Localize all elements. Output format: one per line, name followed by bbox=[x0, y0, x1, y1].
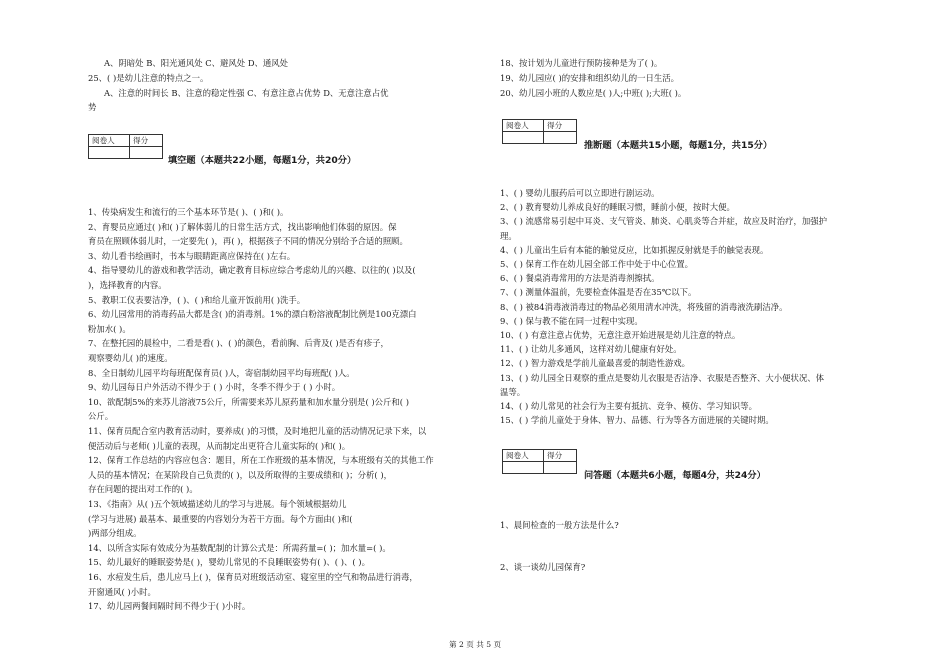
judgement-line: 14、( ) 幼儿常见的社会行为主要有抵抗、竞争、模仿、学习知识等。 bbox=[500, 401, 758, 411]
question-line: 1、传染病发生和流行的三个基本环节是( )、( )和( )。 bbox=[88, 207, 289, 217]
question-line: 12、保育工作总结的内容应包含：题目，所在工作班级的基本情况，与本班级有关的其他工作 bbox=[88, 455, 434, 466]
qa-question-1: 1、晨间检查的一般方法是什么? bbox=[500, 520, 619, 530]
question-19: 19、幼儿园应( )的安排和组织幼儿的一日生活。 bbox=[500, 73, 679, 83]
question-line: )两部分组成。 bbox=[88, 528, 142, 539]
question-25-options: A、注意的时间长 B、注意的稳定性强 C、有意注意占优势 D、无意注意占优 bbox=[104, 88, 389, 98]
question-line: 9、幼儿园每日户外活动不得少于 ( ) 小时，冬季不得少于 ( ) 小时。 bbox=[88, 382, 341, 393]
judgement-line: 9、( ) 保与教不能在同一过程中实现。 bbox=[500, 315, 643, 326]
grader-cell bbox=[503, 132, 544, 144]
question-line: 17、幼儿园两餐间隔时间不得少于( )小时。 bbox=[88, 601, 251, 612]
question-25: 25、( )是幼儿注意的特点之一。 bbox=[88, 73, 209, 83]
score-label: 得分 bbox=[130, 135, 163, 147]
judgement-section-title: 推断题（本题共15小题，每题1分，共15分） bbox=[584, 140, 773, 151]
question-line: 存在问题的提出对工作的( )。 bbox=[88, 484, 198, 495]
judgement-line: 15、( ) 学前儿童处于身体、智力、品德、行为等各方面进展的关键时期。 bbox=[500, 415, 774, 426]
judgement-line: 1、( ) 婴幼儿服药后可以立即进行剧运动。 bbox=[500, 188, 660, 198]
question-line: 开窗通风( )小时。 bbox=[88, 586, 156, 597]
judgement-line: 8、( ) 被84消毒液消毒过的物品必须用清水冲洗，将残留的消毒液洗刷洁净。 bbox=[500, 301, 788, 312]
judgement-line: 2、( ) 教育婴幼儿养成良好的睡眠习惯，睡前小便，按时大便。 bbox=[500, 202, 735, 213]
question-25-options-wrap: 势 bbox=[88, 102, 97, 112]
question-line: 8、全日制幼儿园平均每班配保育员( )人，寄宿制幼园平均每班配( )人。 bbox=[88, 367, 355, 378]
grader-score-box-judgement bbox=[502, 119, 577, 144]
question-line: 人员的基本情况；在某阶段自己负责的( )，以及所取得的主要成绩和( )；分析( )， bbox=[88, 469, 392, 480]
question-line: 10、欲配制5%的来苏儿溶液75公斤，所需要来苏儿原药量和加水量分别是( )公斤和( ) bbox=[88, 396, 409, 407]
question-line: 3、幼儿看书绘画时，书本与眼睛距离应保持在( )左右。 bbox=[88, 250, 296, 261]
grader-score-box-qa bbox=[502, 449, 577, 474]
judgement-line: 7、( ) 测量体温前，先要检查体温是否在35℃以下。 bbox=[500, 287, 697, 298]
judgement-line: 10、( ) 有意注意占优势，无意注意开始进展是幼儿注意的特点。 bbox=[500, 330, 741, 340]
question-line: 7、在整托园的晨检中，二看是看( )、( )的颜色，看前胸、后背及( )是否有疹子， bbox=[88, 338, 389, 349]
question-line: 16、水痘发生后，患儿应马上( )，保育员对班级活动室、寝室里的空气和物品进行消毒， bbox=[88, 572, 418, 582]
question-line: 6、幼儿园常用的消毒药品大都是含( )的消毒剂。1%的漂白粉溶液配制比例是100克漂白 bbox=[88, 309, 417, 320]
question-18: 18、按计划为儿童进行预防接种是为了( )。 bbox=[500, 58, 663, 68]
question-line: 观察婴幼儿( )的速度。 bbox=[88, 353, 173, 363]
score-cell bbox=[544, 132, 577, 144]
question-line: 14、以所含实际有效成分为基数配制的计算公式是：所需药量=( )；加水量=( )。 bbox=[88, 542, 391, 553]
judgement-line: 理。 bbox=[500, 230, 517, 241]
question-line: 育员在照顾体弱儿时，一定要先( )，再( )，根据孩子不同的情况分别给予合适的照顾。 bbox=[88, 236, 408, 247]
judgement-line: 12、( ) 智力游戏是学前儿童最喜爱的制造性游戏。 bbox=[500, 358, 691, 369]
score-cell bbox=[544, 462, 577, 474]
grader-label: 阅卷人 bbox=[503, 450, 544, 462]
judgement-line: 3、( ) 流感常易引起中耳炎、支气管炎、肺炎、心肌炎等合并症，故应及时治疗，加强护 bbox=[500, 216, 828, 227]
judgement-line: 4、( ) 儿童出生后有本能的触觉反应，比如抓握反射就是手的触觉表现。 bbox=[500, 244, 769, 255]
question-line: )，选择教育的内容。 bbox=[88, 280, 167, 290]
grader-label: 阅卷人 bbox=[503, 120, 544, 132]
question-line: 粉加水( )。 bbox=[88, 323, 131, 334]
score-label: 得分 bbox=[544, 120, 577, 132]
grader-cell bbox=[89, 147, 130, 159]
question-line: 2、育婴员应通过( )和( )了解体弱儿的日常生活方式，找出影响他们体弱的原因。保 bbox=[88, 221, 397, 232]
question-line: 4、指导婴幼儿的游戏和教学活动，确定教育目标应综合考虑幼儿的兴趣、以往的( )以及( bbox=[88, 265, 416, 276]
judgement-line: 11、( ) 让幼儿多通风，这样对幼儿健康有好处。 bbox=[500, 344, 682, 355]
score-cell bbox=[130, 147, 163, 159]
question-line: 15、幼儿最好的睡眠姿势是( )，婴幼儿常见的不良睡眠姿势有( )、( )、( )。 bbox=[88, 557, 370, 568]
question-line: 便活动后与老师( )儿童的表现，从而制定出更符合儿童实际的( )和( )。 bbox=[88, 440, 351, 451]
grader-label: 阅卷人 bbox=[89, 135, 130, 147]
judgement-line: 温等。 bbox=[500, 386, 526, 397]
qa-section-title: 问答题（本题共6小题，每题4分，共24分） bbox=[584, 470, 766, 481]
question-20: 20、幼儿园小班的人数应是( )人;中班( );大班( )。 bbox=[500, 88, 687, 98]
score-label: 得分 bbox=[544, 450, 577, 462]
question-line: 公斤。 bbox=[88, 411, 114, 422]
question-line: 5、教职工仪表要洁净，( )、( )和给儿童开饭前用( )洗手。 bbox=[88, 294, 306, 305]
judgement-line: 13、( ) 幼儿园全日观察的重点是婴幼儿衣服是否洁净、衣服是否整齐、大小便状况、体 bbox=[500, 372, 825, 383]
question-line: 13、《指南》从( )五个领域描述幼儿的学习与进展。每个领域根据幼儿 bbox=[88, 499, 347, 509]
question-line: 11、保育员配合室内教育活动时，要养成( )的习惯，及时地把儿童的活动情况记录下来，以 bbox=[88, 426, 427, 436]
judgement-line: 5、( ) 保育工作在幼儿园全部工作中处于中心位置。 bbox=[500, 259, 694, 269]
grader-score-box bbox=[88, 134, 163, 159]
question-24-options: A、阴暗处 B、阳光通风处 C、避风处 D、通风处 bbox=[104, 58, 289, 68]
judgement-line: 6、( ) 餐桌消毒常用的方法是消毒剂擦拭。 bbox=[500, 273, 660, 284]
grader-cell bbox=[503, 462, 544, 474]
question-line: (学习与进展) 最基本、最重要的内容划分为若干方面。每个方面由( )和( bbox=[88, 513, 353, 524]
fill-blank-section-title: 填空题（本题共22小题，每题1分，共20分） bbox=[168, 155, 357, 166]
page-number-footer: 第 2 页 共 5 页 bbox=[448, 640, 502, 649]
qa-question-2: 2、谈一谈幼儿园保育? bbox=[500, 562, 586, 572]
